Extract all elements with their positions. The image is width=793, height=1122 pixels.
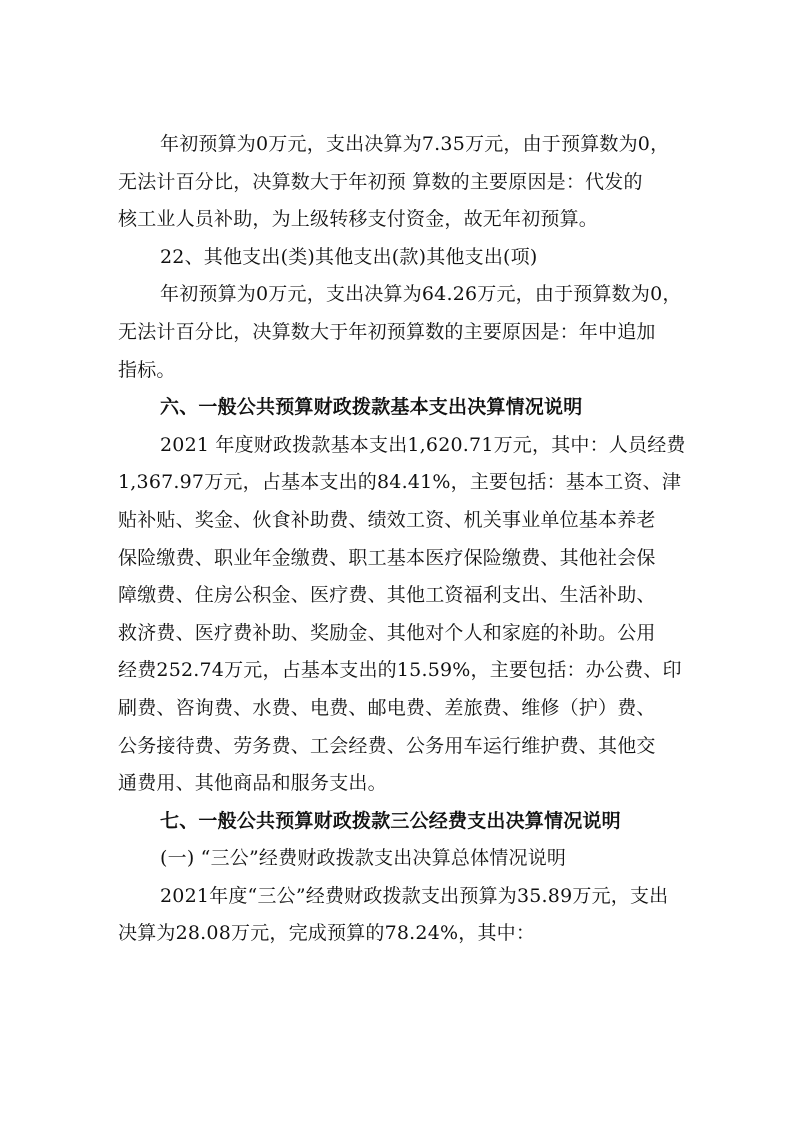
paragraph-line: 经费252.74万元，占基本支出的15.59%，主要包括：办公费、印 xyxy=(118,659,682,682)
paragraph-line: 2021年度“三公”经费财政拨款支出预算为35.89万元，支出 xyxy=(160,884,669,907)
paragraph-line: 1,367.97万元，占基本支出的84.41%，主要包括：基本工资、津 xyxy=(118,471,682,494)
paragraph-line: 公务接待费、劳务费、工会经费、公务用车运行维护费、其他交 xyxy=(118,734,656,757)
paragraph-line: 年初预算为0万元，支出决算为64.26万元，由于预算数为0， xyxy=(160,283,682,306)
paragraph-line: 无法计百分比，决算数大于年初预算数的主要原因是：年中追加 xyxy=(118,320,656,343)
subsection-heading: (一) “三公”经费财政拨款支出决算总体情况说明 xyxy=(160,847,567,870)
paragraph-line: 障缴费、住房公积金、医疗费、其他工资福利支出、生活补助、 xyxy=(118,584,656,607)
paragraph-line: 2021 年度财政拨款基本支出1,620.71万元，其中：人员经费 xyxy=(160,433,686,456)
document-body xyxy=(118,126,698,953)
paragraph-line: 指标。 xyxy=(118,358,176,381)
subsection-heading: 22、其他支出(类)其他支出(款)其他支出(项) xyxy=(160,245,538,268)
section-heading: 七、一般公共预算财政拨款三公经费支出决算情况说明 xyxy=(160,809,621,832)
paragraph-line: 年初预算为0万元，支出决算为7.35万元，由于预算数为0， xyxy=(160,133,670,155)
paragraph-line: 刷费、咨询费、水费、电费、邮电费、差旅费、维修（护）费、 xyxy=(118,696,656,719)
paragraph-line: 通费用、其他商品和服务支出。 xyxy=(118,772,387,795)
paragraph-line: 决算为28.08万元，完成预算的78.24%，其中： xyxy=(118,922,536,945)
paragraph-line: 核工业人员补助，为上级转移支付资金，故无年初预算。 xyxy=(118,208,599,231)
paragraph-line: 保险缴费、职业年金缴费、职工基本医疗保险缴费、其他社会保 xyxy=(118,546,656,569)
paragraph-line: 无法计百分比，决算数大于年初预 算数的主要原因是：代发的 xyxy=(118,170,643,193)
paragraph-line: 贴补贴、奖金、伙食补助费、绩效工资、机关事业单位基本养老 xyxy=(118,508,656,531)
section-heading: 六、一般公共预算财政拨款基本支出决算情况说明 xyxy=(160,396,583,419)
paragraph-line: 救济费、医疗费补助、奖励金、其他对个人和家庭的补助。公用 xyxy=(118,621,656,644)
